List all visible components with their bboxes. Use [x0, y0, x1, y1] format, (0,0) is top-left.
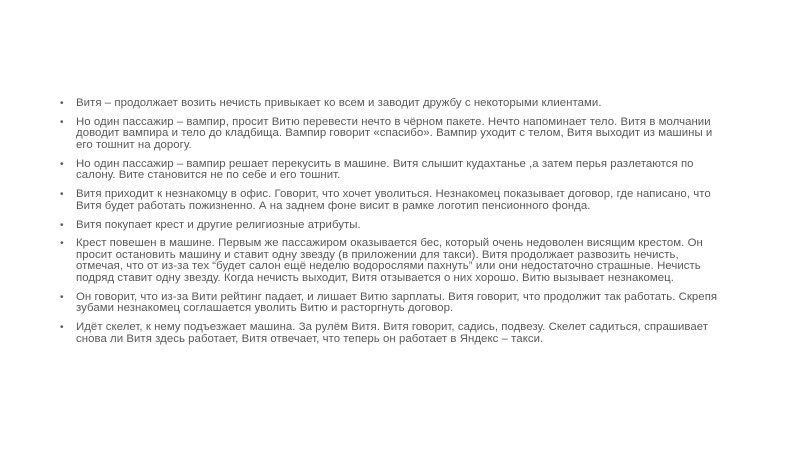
bullet-text: Идёт скелет, к нему подъезжает машина. За рулём Витя. Витя говорит, садись, подвезу. Скелет садиться, спрашивает снова ли Витя здесь работает, Витя отвечает, что теперь он работает в Яндекс – такси. [76, 321, 709, 345]
bullet-item [60, 189, 728, 212]
bullet-item [60, 159, 728, 182]
bullet-marker: • [60, 98, 64, 109]
bullet-text: Но один пассажир – вампир решает перекусить в машине. Витя слышит кудахтанье ,а затем перья разлетаются по салону. Вите становится не по себе и его тошнит. [76, 157, 694, 182]
bullet-item [60, 322, 728, 345]
bullet-list [60, 98, 728, 353]
bullet-text: Он говорит, что из-за Вити рейтинг падает, и лишает Витю зарплаты. Витя говорит, что продолжит так работать. Скрепя зубами незнакомец соглашается уволить Витю и расторгнуть договор. [76, 290, 718, 315]
bullet-text: Витя покупает крест и другие религиозные атрибуты. [76, 218, 361, 231]
bullet-item [60, 238, 728, 284]
bullet-item [60, 98, 728, 110]
bullet-marker: • [60, 238, 64, 250]
bullet-marker: • [60, 158, 64, 170]
bullet-marker: • [60, 116, 64, 128]
bullet-item [60, 292, 728, 315]
bullet-marker: • [60, 322, 64, 334]
bullet-item [60, 117, 728, 152]
bullet-text: Витя приходит к незнакомцу в офис. Говорит, что хочет уволиться. Незнакомец показывает договор, где написано, что Витя будет работать пожизненно. А на заднем фоне висит в рамке логотип пенсионного фонда. [76, 188, 711, 212]
bullet-text: Витя – продолжает возить нечисть привыкает ко всем и заводит дружбу с некоторыми клиентами. [76, 97, 602, 109]
bullet-marker: • [60, 189, 64, 201]
bullet-text: Но один пассажир – вампир, просит Витю перевести нечто в чёрном пакете. Нечто напоминает тело. Витя в молчании доводит вампира и тело до кладбища. Вампир говорит «спасибо». Вампир уходит с телом, Витя выходит из машины и его тошнит на дорогу. [76, 115, 713, 151]
bullet-item [60, 220, 728, 232]
bullet-marker: • [60, 291, 64, 303]
bullet-text: Крест повешен в машине. Первым же пассажиром оказывается бес, который очень недоволен висящим крестом. Он просит остановить машину и ставит одну звезду (в приложении для такси). Витя продолжает развозить нечисть, отмечая, что от из-за тех “будет салон ещё неделю водорослями пахнуть” или они недостаточно страшные. Нечисть подряд ставит одну звезду. Когда нечисть выходит, Витя отзывается о них хорошо. Витю вызывает незнакомец. [76, 237, 703, 285]
bullet-marker: • [60, 219, 64, 231]
